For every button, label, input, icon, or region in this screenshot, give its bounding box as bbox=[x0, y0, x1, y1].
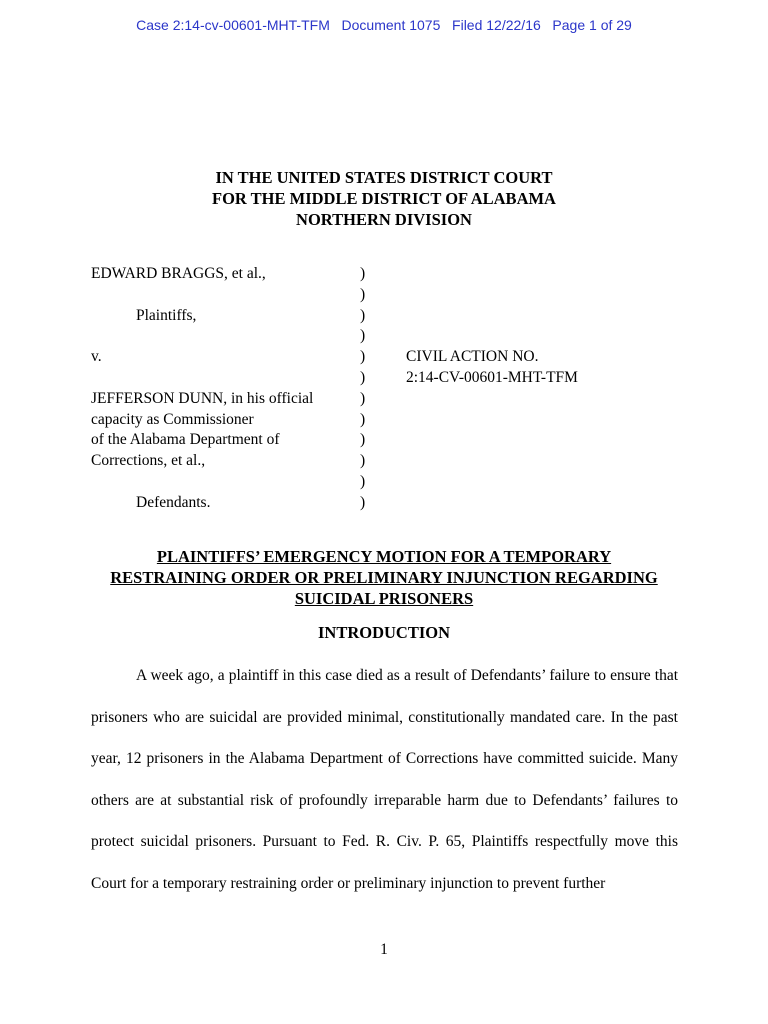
plaintiff-name: EDWARD BRAGGS, et al., bbox=[91, 265, 266, 282]
court-heading bbox=[0, 167, 768, 230]
defendants-label: Defendants. bbox=[136, 493, 211, 511]
paren: ) bbox=[360, 452, 366, 470]
civil-action-block bbox=[406, 347, 578, 389]
page-number: 1 bbox=[380, 941, 388, 958]
civil-action-number: 2:14-CV-00601-MHT-TFM bbox=[406, 368, 578, 386]
paren: ) bbox=[360, 265, 366, 282]
civil-action-label: CIVIL ACTION NO. bbox=[406, 348, 539, 365]
paren: ) bbox=[360, 431, 366, 449]
motion-title-line: RESTRAINING ORDER OR PRELIMINARY INJUNCTION REGARDING bbox=[110, 568, 658, 587]
body-paragraph: A week ago, a plaintiff in this case died as a result of Defendants’ failure to ensure that prisoners who are suicidal are provided minimal, constitutionally mandated care. In the past year, 12 prisoners in the Alabama Department of Corrections have committed suicide. Many others are at substantial risk of profoundly irreparable harm due to Defendants’ failures to protect suicidal prisoners. Pursuant to Fed. R. Civ. P. 65, Plaintiffs respectfully move this Court for a temporary restraining order or preliminary injunction to prevent further bbox=[91, 667, 678, 892]
ecf-filing-header: Case 2:14-cv-00601-MHT-TFM Document 1075 Filed 12/22/16 Page 1 of 29 bbox=[136, 17, 632, 33]
motion-title bbox=[60, 546, 708, 609]
paren: ) bbox=[360, 285, 366, 303]
paren: ) bbox=[360, 389, 366, 407]
motion-title-line: PLAINTIFFS’ EMERGENCY MOTION FOR A TEMPORARY bbox=[156, 547, 612, 566]
paren: ) bbox=[360, 327, 366, 345]
defendant-name: JEFFERSON DUNN, in his official bbox=[91, 389, 314, 407]
caption-paren-column bbox=[360, 264, 372, 514]
plaintiffs-label: Plaintiffs, bbox=[136, 306, 197, 324]
introduction-heading: INTRODUCTION bbox=[317, 623, 451, 642]
paren: ) bbox=[360, 306, 366, 324]
paren: ) bbox=[360, 493, 366, 511]
court-heading-line: FOR THE MIDDLE DISTRICT OF ALABAMA bbox=[212, 189, 556, 208]
paren: ) bbox=[360, 410, 366, 428]
case-caption-parties bbox=[91, 264, 361, 514]
court-heading-line: IN THE UNITED STATES DISTRICT COURT bbox=[215, 168, 553, 187]
defendant-name: capacity as Commissioner bbox=[91, 410, 254, 428]
defendant-name: of the Alabama Department of bbox=[91, 431, 280, 449]
paren: ) bbox=[360, 348, 366, 366]
court-heading-line: NORTHERN DIVISION bbox=[296, 210, 472, 229]
paren: ) bbox=[360, 368, 366, 386]
versus-label: v. bbox=[91, 348, 102, 366]
motion-title-line: SUICIDAL PRISONERS bbox=[294, 589, 474, 608]
defendant-name: Corrections, et al., bbox=[91, 452, 206, 470]
paren: ) bbox=[360, 472, 366, 490]
